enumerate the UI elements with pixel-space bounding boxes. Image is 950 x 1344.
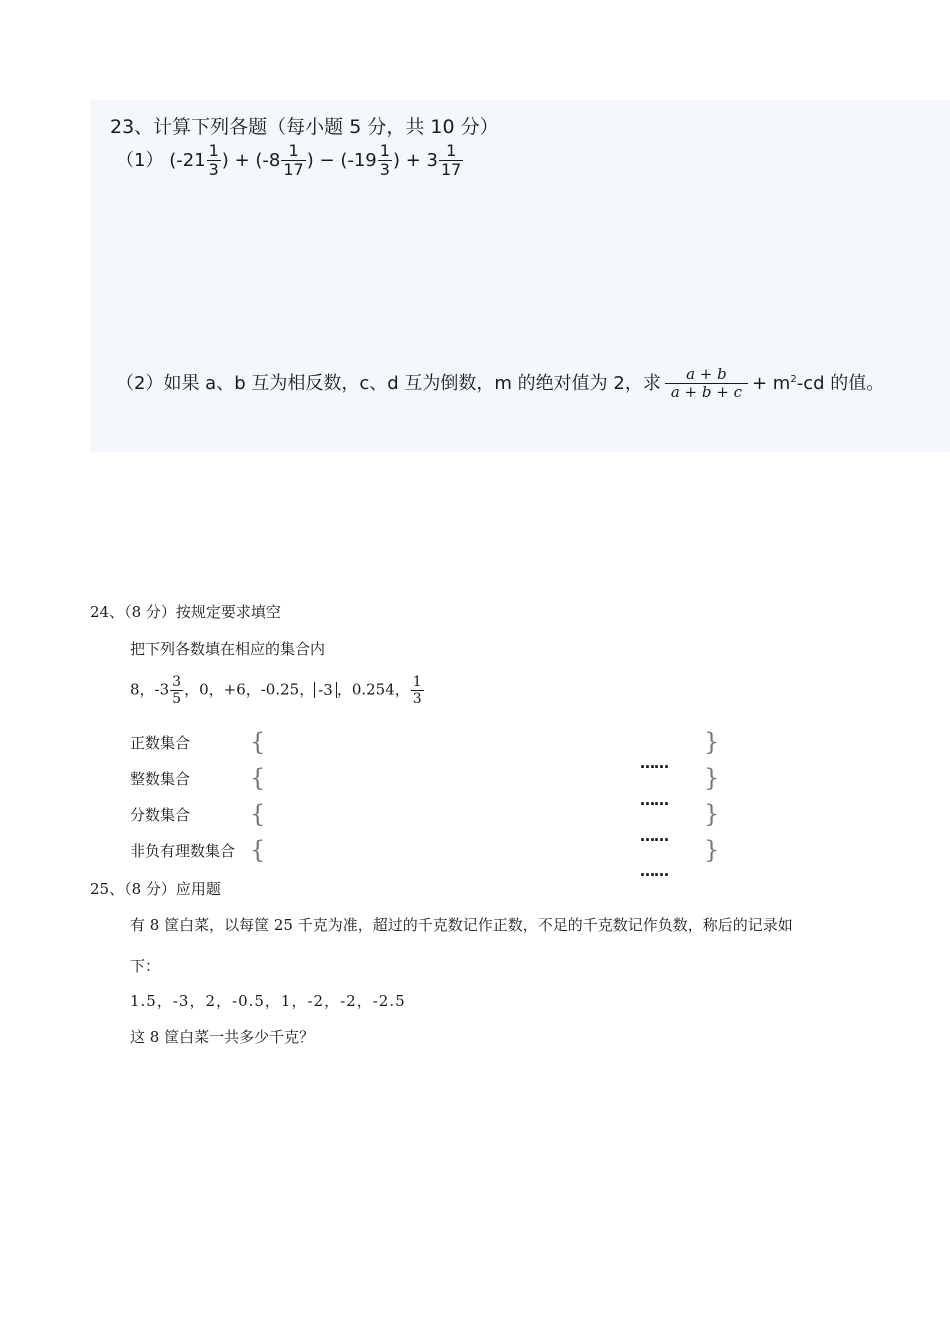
ellipsis-fraction: …… (640, 827, 668, 845)
number-fraction-1 (170, 674, 183, 707)
set-label-nonnegative-rational: 非负有理数集合 (130, 842, 236, 860)
brace-open-integer: { (250, 764, 266, 792)
fraction-4-denominator: 17 (440, 160, 462, 180)
term-2-open: (-8 (255, 149, 281, 171)
number-list-part-a: 8，-3 (130, 680, 170, 699)
term-3-open: (-19 (340, 149, 377, 171)
fraction-4-numerator: 1 (446, 141, 457, 160)
brace-close-integer: } (704, 764, 720, 792)
expression-fraction (665, 366, 748, 402)
term-1-open: (-21 (169, 149, 206, 171)
ellipsis-nonnegative: …… (640, 862, 668, 880)
question-24-instruction: 把下列各数填在相应的集合内 (130, 640, 326, 658)
brace-open-fraction: { (250, 800, 266, 828)
question-23-part-1 (116, 142, 464, 180)
operator-plus-2: + (405, 149, 421, 171)
set-label-integer: 整数集合 (130, 770, 191, 788)
number-fraction-1-numerator: 3 (172, 674, 182, 690)
brace-close-nonnegative: } (704, 836, 720, 864)
number-fraction-1-denominator: 5 (172, 691, 182, 708)
question-23-title: 23、计算下列各题（每小题 5 分，共 10 分） (110, 116, 499, 138)
expression-tail-post: -cd 的值。 (796, 372, 885, 394)
operator-plus: + (234, 149, 250, 171)
term-3-close: ) (392, 149, 400, 171)
brace-close-positive: } (704, 728, 720, 756)
exponent: 2 (790, 373, 797, 385)
term-2-close: ) (306, 149, 314, 171)
ellipsis-integer: …… (640, 791, 668, 809)
question-25-question: 这 8 筐白菜一共多少千克？ (130, 1028, 315, 1046)
brace-open-nonnegative: { (250, 836, 266, 864)
expression-tail-pre: + m (751, 372, 791, 394)
number-fraction-2-numerator: 1 (412, 674, 422, 690)
fraction-2-denominator: 17 (283, 160, 304, 180)
fraction-3-numerator: 1 (379, 141, 390, 160)
brace-open-positive: { (250, 728, 266, 756)
brace-close-fraction: } (704, 800, 720, 828)
number-list-part-c: ，0.254， (336, 680, 410, 699)
number-fraction-2-denominator: 3 (412, 691, 422, 708)
ellipsis-positive: …… (640, 754, 668, 772)
question-25-title: 25、（8 分）应用题 (90, 880, 221, 898)
set-label-positive: 正数集合 (130, 734, 191, 752)
number-fraction-2 (411, 674, 424, 707)
number-list-part-b: ，0，+6，-0.25， (184, 680, 315, 699)
number-list (130, 674, 425, 707)
fraction-3 (378, 142, 392, 180)
operator-minus: − (319, 149, 335, 171)
term-4-integer: 3 (426, 149, 438, 171)
fraction-1-numerator: 1 (208, 141, 219, 160)
question-24-title: 24、（8 分）按规定要求填空 (90, 603, 281, 621)
part-2-text: （2）如果 a、b 互为相反数，c、d 互为倒数，m 的绝对值为 2，求 (116, 372, 661, 394)
question-25-line-2: 下： (130, 957, 161, 975)
fraction-2 (281, 142, 305, 180)
expression-denominator: a + b + c (665, 383, 748, 401)
fraction-1-denominator: 3 (208, 160, 219, 180)
absolute-value: -3 (314, 682, 337, 699)
expression-numerator: a + b (686, 365, 727, 383)
fraction-1 (207, 142, 221, 180)
term-1-close: ) (221, 149, 229, 171)
fraction-2-numerator: 1 (288, 141, 299, 160)
weight-records: 1.5，-3，2，-0.5，1，-2，-2，-2.5 (130, 992, 406, 1010)
set-label-fraction: 分数集合 (130, 806, 191, 824)
question-25-line-1: 有 8 筐白菜，以每筐 25 千克为准，超过的千克数记作正数，不足的千克数记作负数，称后的记录如 (130, 916, 793, 934)
fraction-4 (439, 142, 463, 180)
fraction-3-denominator: 3 (379, 160, 390, 180)
question-23-part-2 (116, 366, 884, 402)
part-1-label: （1） (116, 149, 164, 171)
